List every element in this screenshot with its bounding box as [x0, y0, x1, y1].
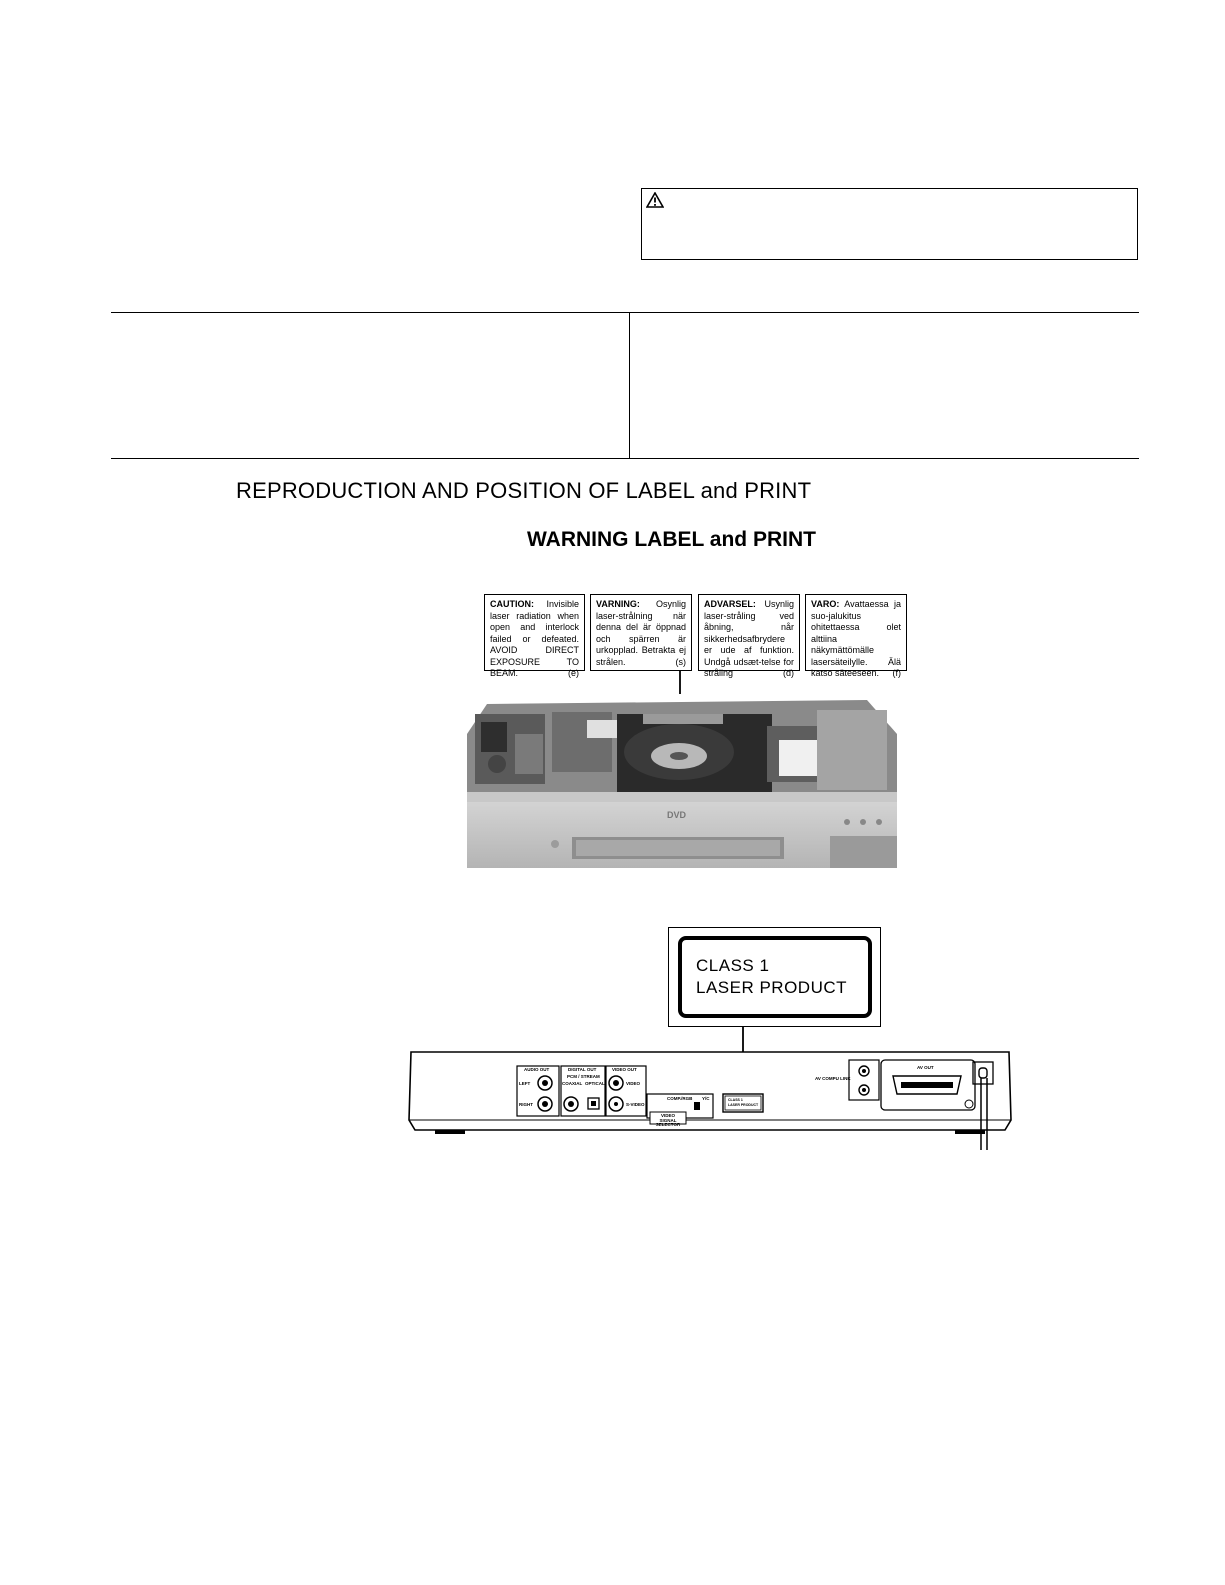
label-title: VARNING: [596, 599, 640, 609]
warning-label-swedish [590, 594, 692, 671]
class-text: CLASS 1 [696, 956, 770, 975]
av-out-label: AV OUT [917, 1065, 934, 1070]
warning-label-danish [698, 594, 800, 678]
table-top-rule [111, 312, 1139, 313]
class1-label-text [696, 955, 847, 999]
rear-panel-drawing [405, 1050, 1015, 1150]
sub-heading: WARNING LABEL and PRINT [527, 528, 816, 551]
pcm-stream-label: PCM / STREAM [567, 1074, 600, 1079]
label-text: Invisible laser radiation when open and interlock failed or defeated. [490, 599, 579, 644]
label-code: (s) [675, 656, 686, 667]
label-title: ADVARSEL: [704, 599, 756, 609]
video-out-label: VIDEO OUT [612, 1067, 637, 1072]
comp-rgb-label: COMP./RGB [667, 1096, 693, 1101]
video-label: VIDEO [626, 1081, 641, 1086]
label-text: Avattaessa ja suo-jalukitus ohitettaessa olet alttiina näkymättömälle lasersäteilylle. Älä katso säteeseen. [811, 599, 901, 678]
digital-out-label: DIGITAL OUT [568, 1067, 597, 1072]
video-signal-selector-label: VIDEO SIGNAL SELECTOR [655, 1113, 681, 1127]
section-heading: REPRODUCTION AND POSITION OF LABEL and PRINT [236, 478, 812, 503]
caution-box [641, 188, 1138, 260]
coaxial-label: COAXIAL [562, 1081, 583, 1086]
label-code: (e) [568, 668, 579, 678]
warning-label-finnish [805, 594, 907, 678]
yc-label: Y/C [702, 1096, 710, 1101]
right-label: RIGHT [519, 1102, 533, 1107]
mini-class-label: CLASS 1 [728, 1098, 743, 1102]
dvd-logo: DVD [667, 810, 687, 820]
warning-triangle-icon [646, 192, 664, 208]
label-title: CAUTION: [490, 599, 534, 609]
audio-out-label: AUDIO OUT [524, 1067, 550, 1072]
label-text: Usynlig laser-stråling ved åbning, når sikkerhedsafbrydere er ude af funktion. Undgå udsæt-telse for stråling [704, 599, 794, 678]
label-code: (f) [892, 668, 901, 678]
mini-laser-label: LASER PRODUCT [728, 1103, 759, 1107]
dvd-player-photo [467, 694, 897, 868]
s-video-label: S-VIDEO [626, 1102, 645, 1107]
optical-label: OPTICAL [585, 1081, 605, 1086]
table-divider [629, 312, 630, 458]
warning-label-english [484, 594, 585, 678]
table-bottom-rule [111, 458, 1139, 459]
label-code: (d) [783, 668, 794, 678]
laser-product-text: LASER PRODUCT [696, 978, 848, 997]
label-text: Osynlig laser-strålning när denna del är öppnad och spärren är urkopplad. Betrakta ej strålen. [596, 599, 686, 667]
label-title: VARO: [811, 599, 840, 609]
label-text-2: AVOID DIRECT EXPOSURE TO BEAM. [490, 645, 579, 678]
left-label: LEFT [519, 1081, 531, 1086]
av-compu-link-label: AV COMPU LINK [815, 1076, 851, 1081]
